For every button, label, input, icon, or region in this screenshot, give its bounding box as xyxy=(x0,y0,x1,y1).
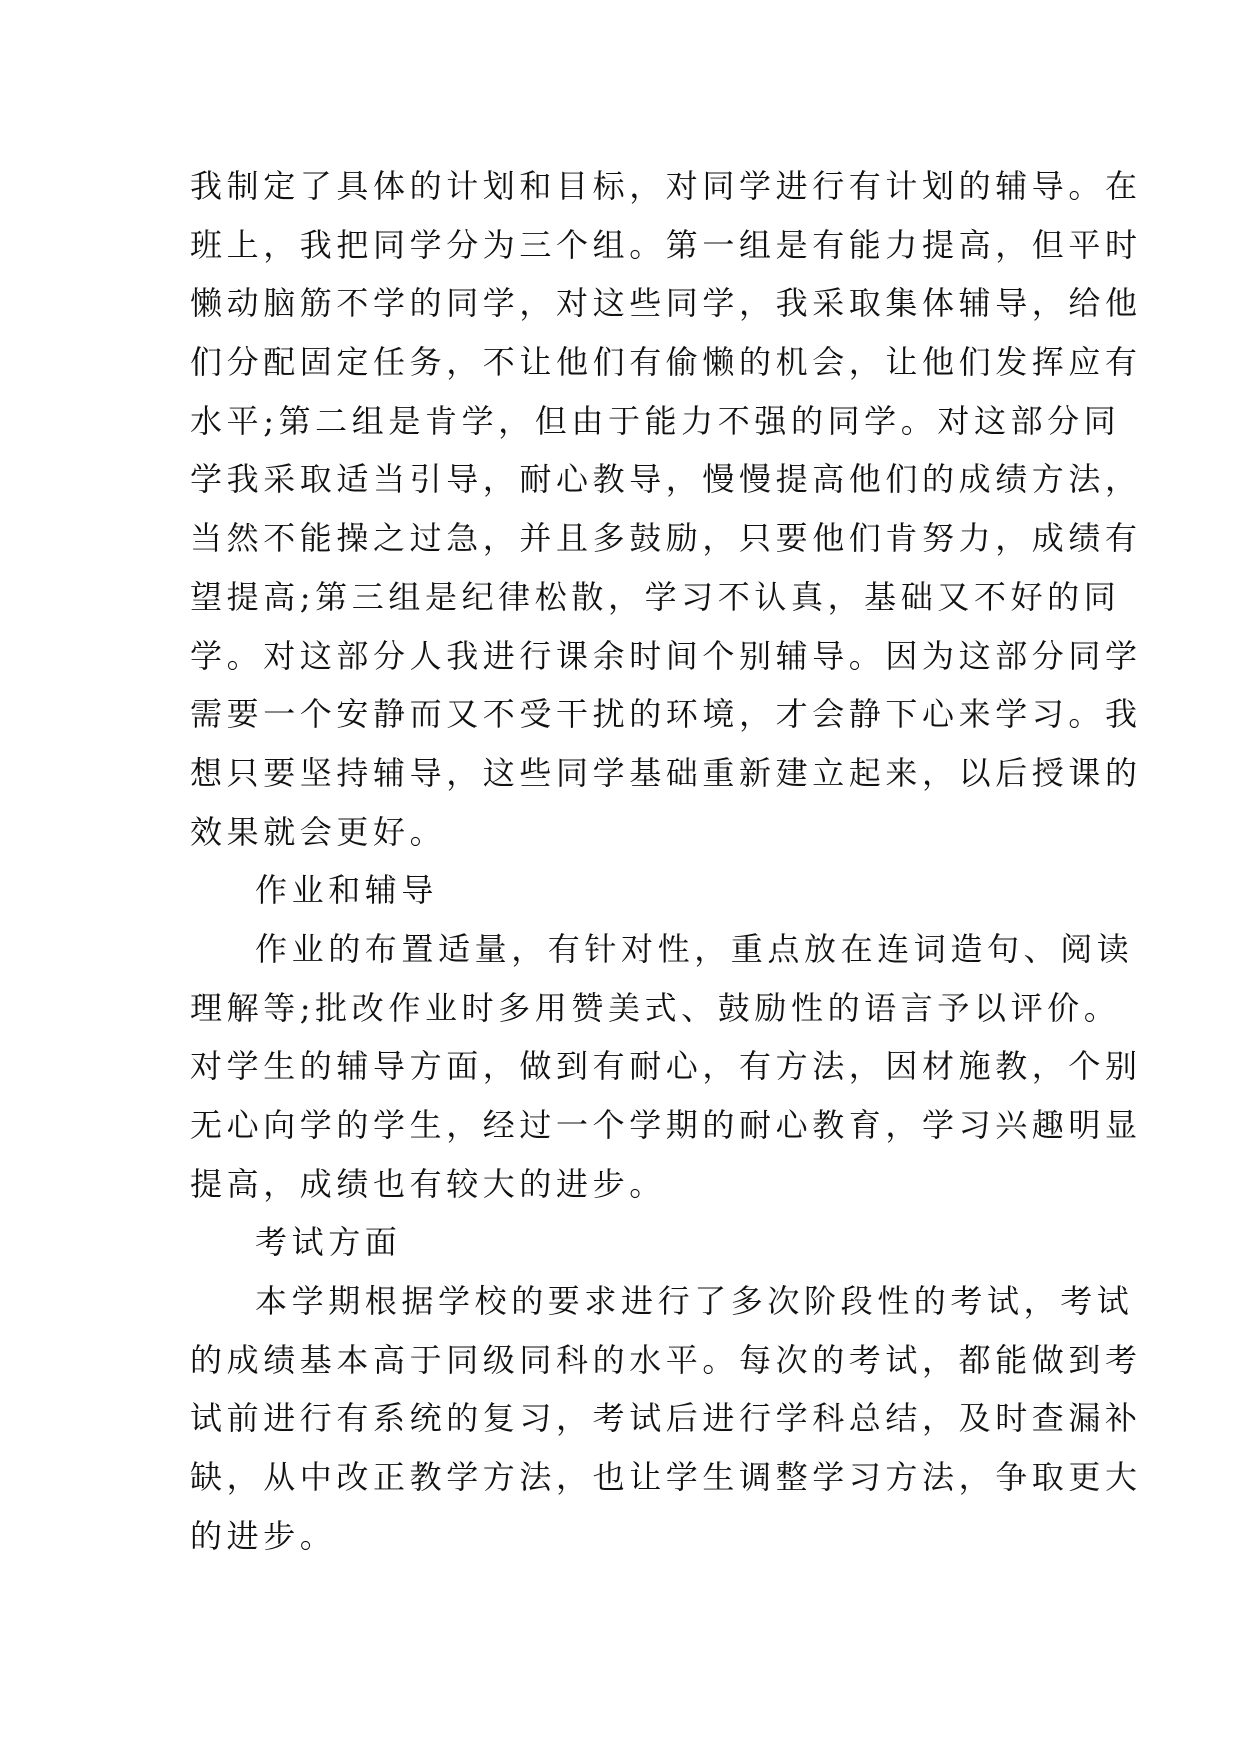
text-line: 懒动脑筋不学的同学，对这些同学，我采取集体辅导，给他 xyxy=(190,284,1142,323)
text-line: 理解等;批改作业时多用赞美式、鼓励性的语言予以评价。 xyxy=(190,988,1121,1027)
text-line: 无心向学的学生，经过一个学期的耐心教育，学习兴趣明显 xyxy=(190,1106,1142,1144)
document-body xyxy=(190,157,1142,1566)
text-line: 们分配固定任务，不让他们有偷懒的机会，让他们发挥应有 xyxy=(190,343,1142,382)
paragraph-teaching-plan xyxy=(190,157,1142,861)
text-line: 的进步。 xyxy=(190,1516,337,1555)
section-heading-homework: 作业和辅导 xyxy=(255,871,439,910)
paragraph-homework xyxy=(190,920,1142,1213)
text-line: 望提高;第三组是纪律松散，学习不认真，基础又不好的同 xyxy=(190,577,1121,616)
text-line: 对学生的辅导方面，做到有耐心，有方法，因材施教，个别 xyxy=(190,1047,1142,1086)
text-line: 效果就会更好。 xyxy=(190,812,447,851)
text-line: 学我采取适当引导，耐心教导，慢慢提高他们的成绩方法， xyxy=(190,460,1142,499)
text-line: 的成绩基本高于同级同科的水平。每次的考试，都能做到考 xyxy=(190,1340,1142,1379)
text-line: 我制定了具体的计划和目标，对同学进行有计划的辅导。在 xyxy=(190,167,1142,205)
text-line: 当然不能操之过急，并且多鼓励，只要他们肯努力，成绩有 xyxy=(190,519,1142,558)
text-line: 本学期根据学校的要求进行了多次阶段性的考试，考试 xyxy=(255,1282,1134,1321)
text-line: 班上，我把同学分为三个组。第一组是有能力提高，但平时 xyxy=(190,225,1142,264)
text-line: 作业的布置适量，有针对性，重点放在连词造句、阅读 xyxy=(255,929,1134,968)
text-line: 试前进行有系统的复习，考试后进行学科总结，及时查漏补 xyxy=(190,1399,1142,1438)
text-line: 水平;第二组是肯学，但由于能力不强的同学。对这部分同 xyxy=(190,401,1121,440)
text-line: 提高，成绩也有较大的进步。 xyxy=(190,1164,666,1203)
section-heading-exam: 考试方面 xyxy=(255,1223,402,1262)
text-line: 学。对这部分人我进行课余时间个别辅导。因为这部分同学 xyxy=(190,636,1142,675)
paragraph-exam xyxy=(190,1272,1142,1565)
text-line: 需要一个安静而又不受干扰的环境，才会静下心来学习。我 xyxy=(190,695,1142,734)
text-line: 缺，从中改正教学方法，也让学生调整学习方法，争取更大 xyxy=(190,1458,1142,1497)
text-line: 想只要坚持辅导，这些同学基础重新建立起来，以后授课的 xyxy=(190,753,1142,792)
